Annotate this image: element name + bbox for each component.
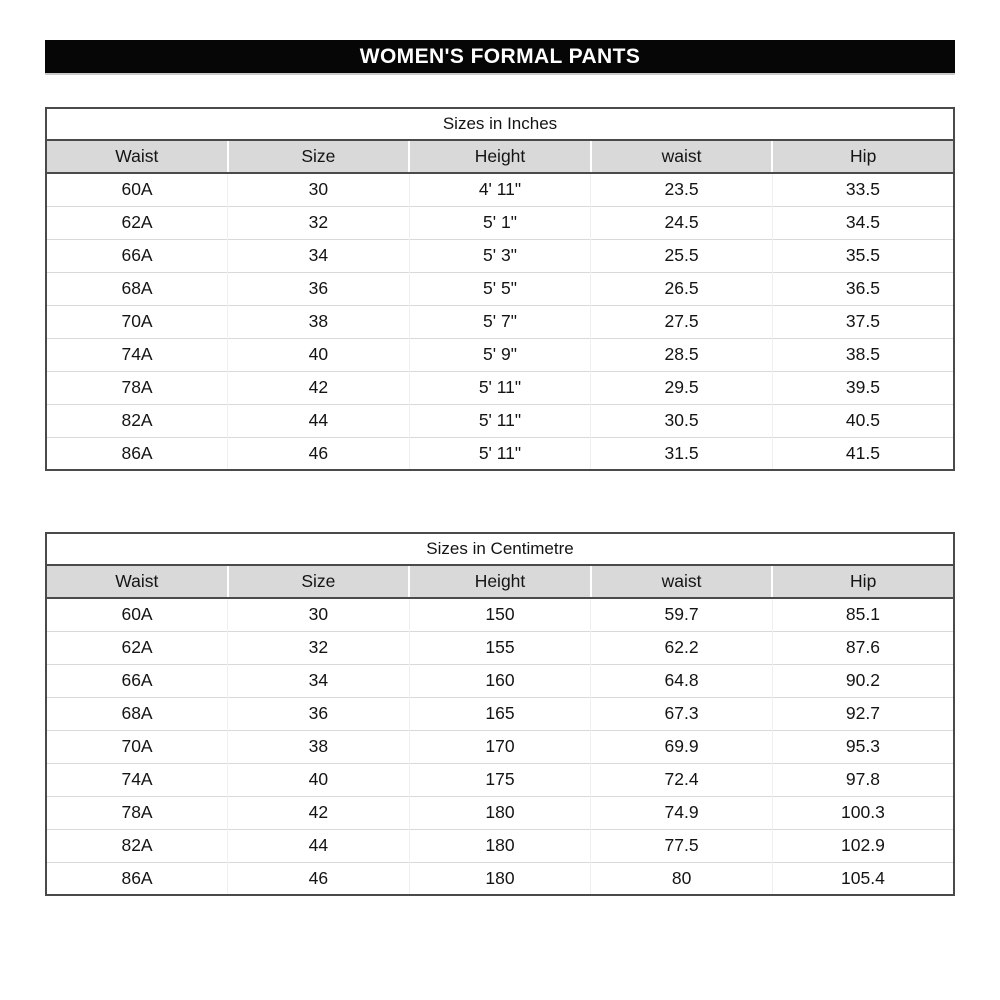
column-header: waist xyxy=(591,140,773,173)
table-cell: 86A xyxy=(46,437,228,470)
table-cell: 64.8 xyxy=(591,664,773,697)
table-cell: 5' 5" xyxy=(409,272,591,305)
table-cell: 62.2 xyxy=(591,631,773,664)
table-cell: 33.5 xyxy=(772,173,954,206)
table-cell: 100.3 xyxy=(772,796,954,829)
table-cell: 36 xyxy=(228,697,410,730)
table-cell: 92.7 xyxy=(772,697,954,730)
table-cell: 32 xyxy=(228,631,410,664)
table-cell: 102.9 xyxy=(772,829,954,862)
table-cell: 90.2 xyxy=(772,664,954,697)
table-cell: 150 xyxy=(409,598,591,631)
table-cell: 105.4 xyxy=(772,862,954,895)
table-cell: 34.5 xyxy=(772,206,954,239)
table-title: Sizes in Inches xyxy=(46,108,954,140)
table-cell: 30.5 xyxy=(591,404,773,437)
table-cell: 41.5 xyxy=(772,437,954,470)
table-cell: 32 xyxy=(228,206,410,239)
table-cell: 5' 1" xyxy=(409,206,591,239)
table-cell: 5' 11" xyxy=(409,371,591,404)
column-header: Waist xyxy=(46,140,228,173)
table-row xyxy=(46,862,954,895)
table-row xyxy=(46,338,954,371)
column-header: Waist xyxy=(46,565,228,598)
table-cell: 97.8 xyxy=(772,763,954,796)
table-cell: 60A xyxy=(46,598,228,631)
table-cell: 26.5 xyxy=(591,272,773,305)
table-cell: 38.5 xyxy=(772,338,954,371)
table-cell: 78A xyxy=(46,371,228,404)
table-cell: 5' 7" xyxy=(409,305,591,338)
table-cell: 87.6 xyxy=(772,631,954,664)
table-cell: 68A xyxy=(46,272,228,305)
column-header: Size xyxy=(228,565,410,598)
table-cell: 170 xyxy=(409,730,591,763)
table-cell: 34 xyxy=(228,239,410,272)
table-cell: 70A xyxy=(46,730,228,763)
table-cell: 74A xyxy=(46,763,228,796)
table-cell: 5' 11" xyxy=(409,404,591,437)
table-row xyxy=(46,371,954,404)
table-row xyxy=(46,730,954,763)
column-header: Height xyxy=(409,140,591,173)
column-header: Hip xyxy=(772,140,954,173)
table-row xyxy=(46,437,954,470)
table-row xyxy=(46,796,954,829)
table-row xyxy=(46,173,954,206)
column-header: waist xyxy=(591,565,773,598)
table-cell: 77.5 xyxy=(591,829,773,862)
table-cell: 62A xyxy=(46,631,228,664)
table-cell: 39.5 xyxy=(772,371,954,404)
page-title: WOMEN'S FORMAL PANTS xyxy=(359,44,641,68)
table-cell: 69.9 xyxy=(591,730,773,763)
table-cell: 180 xyxy=(409,796,591,829)
table-cell: 80 xyxy=(591,862,773,895)
table-cell: 66A xyxy=(46,239,228,272)
table-row xyxy=(46,305,954,338)
table-cell: 180 xyxy=(409,862,591,895)
table-cell: 30 xyxy=(228,598,410,631)
table-cell: 74.9 xyxy=(591,796,773,829)
table-cell: 72.4 xyxy=(591,763,773,796)
table-cell: 46 xyxy=(228,437,410,470)
table-cell: 155 xyxy=(409,631,591,664)
table-cell: 27.5 xyxy=(591,305,773,338)
table-title-row xyxy=(46,533,954,565)
table-cell: 5' 11" xyxy=(409,437,591,470)
table-cell: 30 xyxy=(228,173,410,206)
table-cell: 74A xyxy=(46,338,228,371)
table-cell: 37.5 xyxy=(772,305,954,338)
table-cell: 29.5 xyxy=(591,371,773,404)
table-cell: 5' 3" xyxy=(409,239,591,272)
table-row xyxy=(46,631,954,664)
table-cell: 160 xyxy=(409,664,591,697)
table-cell: 31.5 xyxy=(591,437,773,470)
table-header-row xyxy=(46,140,954,173)
table-row xyxy=(46,598,954,631)
table-cell: 67.3 xyxy=(591,697,773,730)
table-cell: 59.7 xyxy=(591,598,773,631)
table-cell: 85.1 xyxy=(772,598,954,631)
table-cell: 35.5 xyxy=(772,239,954,272)
table-cell: 46 xyxy=(228,862,410,895)
table-cell: 38 xyxy=(228,730,410,763)
table-cell: 86A xyxy=(46,862,228,895)
table-cell: 40 xyxy=(228,338,410,371)
table-cell: 62A xyxy=(46,206,228,239)
table-cell: 23.5 xyxy=(591,173,773,206)
sizes-in-inches-table xyxy=(45,107,955,471)
table-row xyxy=(46,404,954,437)
centimetre-size-table xyxy=(45,532,955,896)
page-title-banner xyxy=(45,40,955,73)
column-header: Hip xyxy=(772,565,954,598)
column-header: Size xyxy=(228,140,410,173)
table-cell: 36 xyxy=(228,272,410,305)
inches-size-table xyxy=(45,107,955,471)
table-cell: 82A xyxy=(46,829,228,862)
table-cell: 28.5 xyxy=(591,338,773,371)
table-cell: 42 xyxy=(228,796,410,829)
table-row xyxy=(46,829,954,862)
table-row xyxy=(46,697,954,730)
table-header-row xyxy=(46,565,954,598)
table-cell: 165 xyxy=(409,697,591,730)
table-cell: 38 xyxy=(228,305,410,338)
table-row xyxy=(46,272,954,305)
table-cell: 42 xyxy=(228,371,410,404)
table-row xyxy=(46,206,954,239)
table-cell: 44 xyxy=(228,829,410,862)
table-cell: 78A xyxy=(46,796,228,829)
table-cell: 36.5 xyxy=(772,272,954,305)
table-cell: 60A xyxy=(46,173,228,206)
table-row xyxy=(46,763,954,796)
table-row xyxy=(46,239,954,272)
table-cell: 40.5 xyxy=(772,404,954,437)
table-cell: 180 xyxy=(409,829,591,862)
table-row xyxy=(46,664,954,697)
table-cell: 4' 11" xyxy=(409,173,591,206)
table-cell: 25.5 xyxy=(591,239,773,272)
table-cell: 40 xyxy=(228,763,410,796)
table-cell: 5' 9" xyxy=(409,338,591,371)
table-cell: 82A xyxy=(46,404,228,437)
table-cell: 175 xyxy=(409,763,591,796)
table-cell: 24.5 xyxy=(591,206,773,239)
table-title: Sizes in Centimetre xyxy=(46,533,954,565)
table-cell: 95.3 xyxy=(772,730,954,763)
table-cell: 68A xyxy=(46,697,228,730)
table-cell: 44 xyxy=(228,404,410,437)
table-cell: 66A xyxy=(46,664,228,697)
column-header: Height xyxy=(409,565,591,598)
table-cell: 70A xyxy=(46,305,228,338)
table-cell: 34 xyxy=(228,664,410,697)
table-title-row xyxy=(46,108,954,140)
sizes-in-centimetre-table xyxy=(45,532,955,896)
